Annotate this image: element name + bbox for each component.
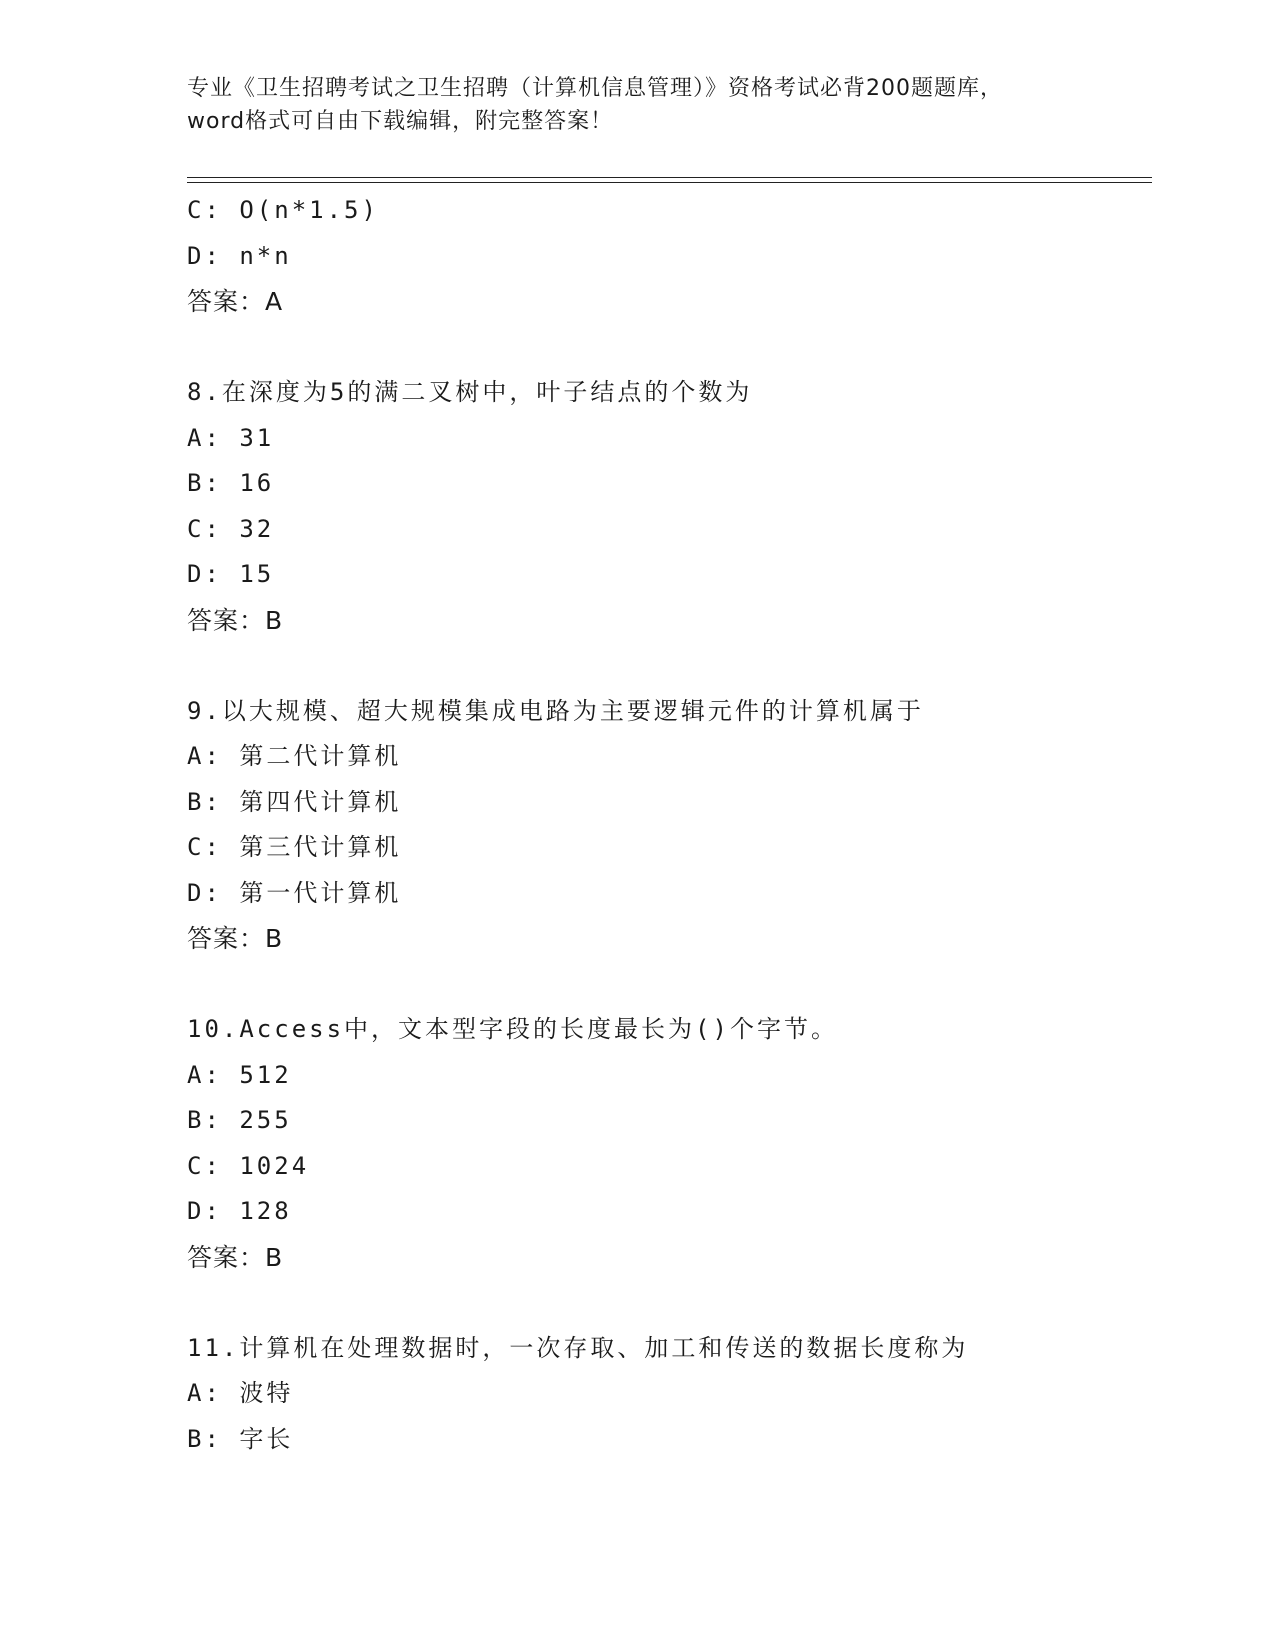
answer: 答案：A [187, 287, 284, 316]
option-a: A: 31 [187, 423, 275, 452]
question-11 [187, 1326, 1147, 1463]
header-divider-bottom [187, 182, 1152, 183]
option-b: B: 16 [187, 469, 275, 497]
option-c: C: 1024 [187, 1151, 310, 1180]
option-c: C: 第三代计算机 [187, 833, 402, 861]
question-text: 8.在深度为5的满二叉树中，叶子结点的个数为 [187, 378, 753, 406]
option-a: A: 波特 [187, 1379, 294, 1407]
document-header [187, 72, 1087, 138]
option-d: D: 128 [187, 1197, 292, 1225]
question-fragment [187, 188, 1147, 325]
question-text: 9.以大规模、超大规模集成电路为主要逻辑元件的计算机属于 [187, 696, 924, 725]
option-c: C: 32 [187, 514, 275, 543]
question-text: 10.Access中，文本型字段的长度最长为()个字节。 [187, 1015, 838, 1043]
question-9 [187, 689, 1147, 962]
spacer [187, 643, 1147, 689]
header-divider-top [187, 177, 1152, 178]
answer: 答案：B [187, 1242, 284, 1272]
header-title-line-2: word格式可自由下载编辑，附完整答案！ [187, 109, 614, 134]
option-d: D: n*n [187, 241, 292, 270]
answer: 答案：B [187, 924, 284, 953]
spacer [187, 1280, 1147, 1326]
header-title-line-1: 专业《卫生招聘考试之卫生招聘（计算机信息管理）》资格考试必背200题题库， [187, 76, 1003, 101]
option-b: B: 字长 [187, 1424, 294, 1453]
option-a: A: 第二代计算机 [187, 742, 402, 770]
option-a: A: 512 [187, 1060, 292, 1089]
question-list [187, 188, 1147, 1462]
question-10 [187, 1007, 1147, 1280]
option-b: B: 第四代计算机 [187, 787, 402, 816]
question-8 [187, 370, 1147, 643]
question-text: 11.计算机在处理数据时，一次存取、加工和传送的数据长度称为 [187, 1333, 969, 1362]
option-d: D: 第一代计算机 [187, 878, 402, 907]
spacer [187, 962, 1147, 1008]
answer: 答案：B [187, 605, 284, 635]
option-c: C: O(n*1.5) [187, 196, 379, 224]
spacer [187, 325, 1147, 371]
option-d: D: 15 [187, 560, 275, 588]
option-b: B: 255 [187, 1106, 292, 1134]
